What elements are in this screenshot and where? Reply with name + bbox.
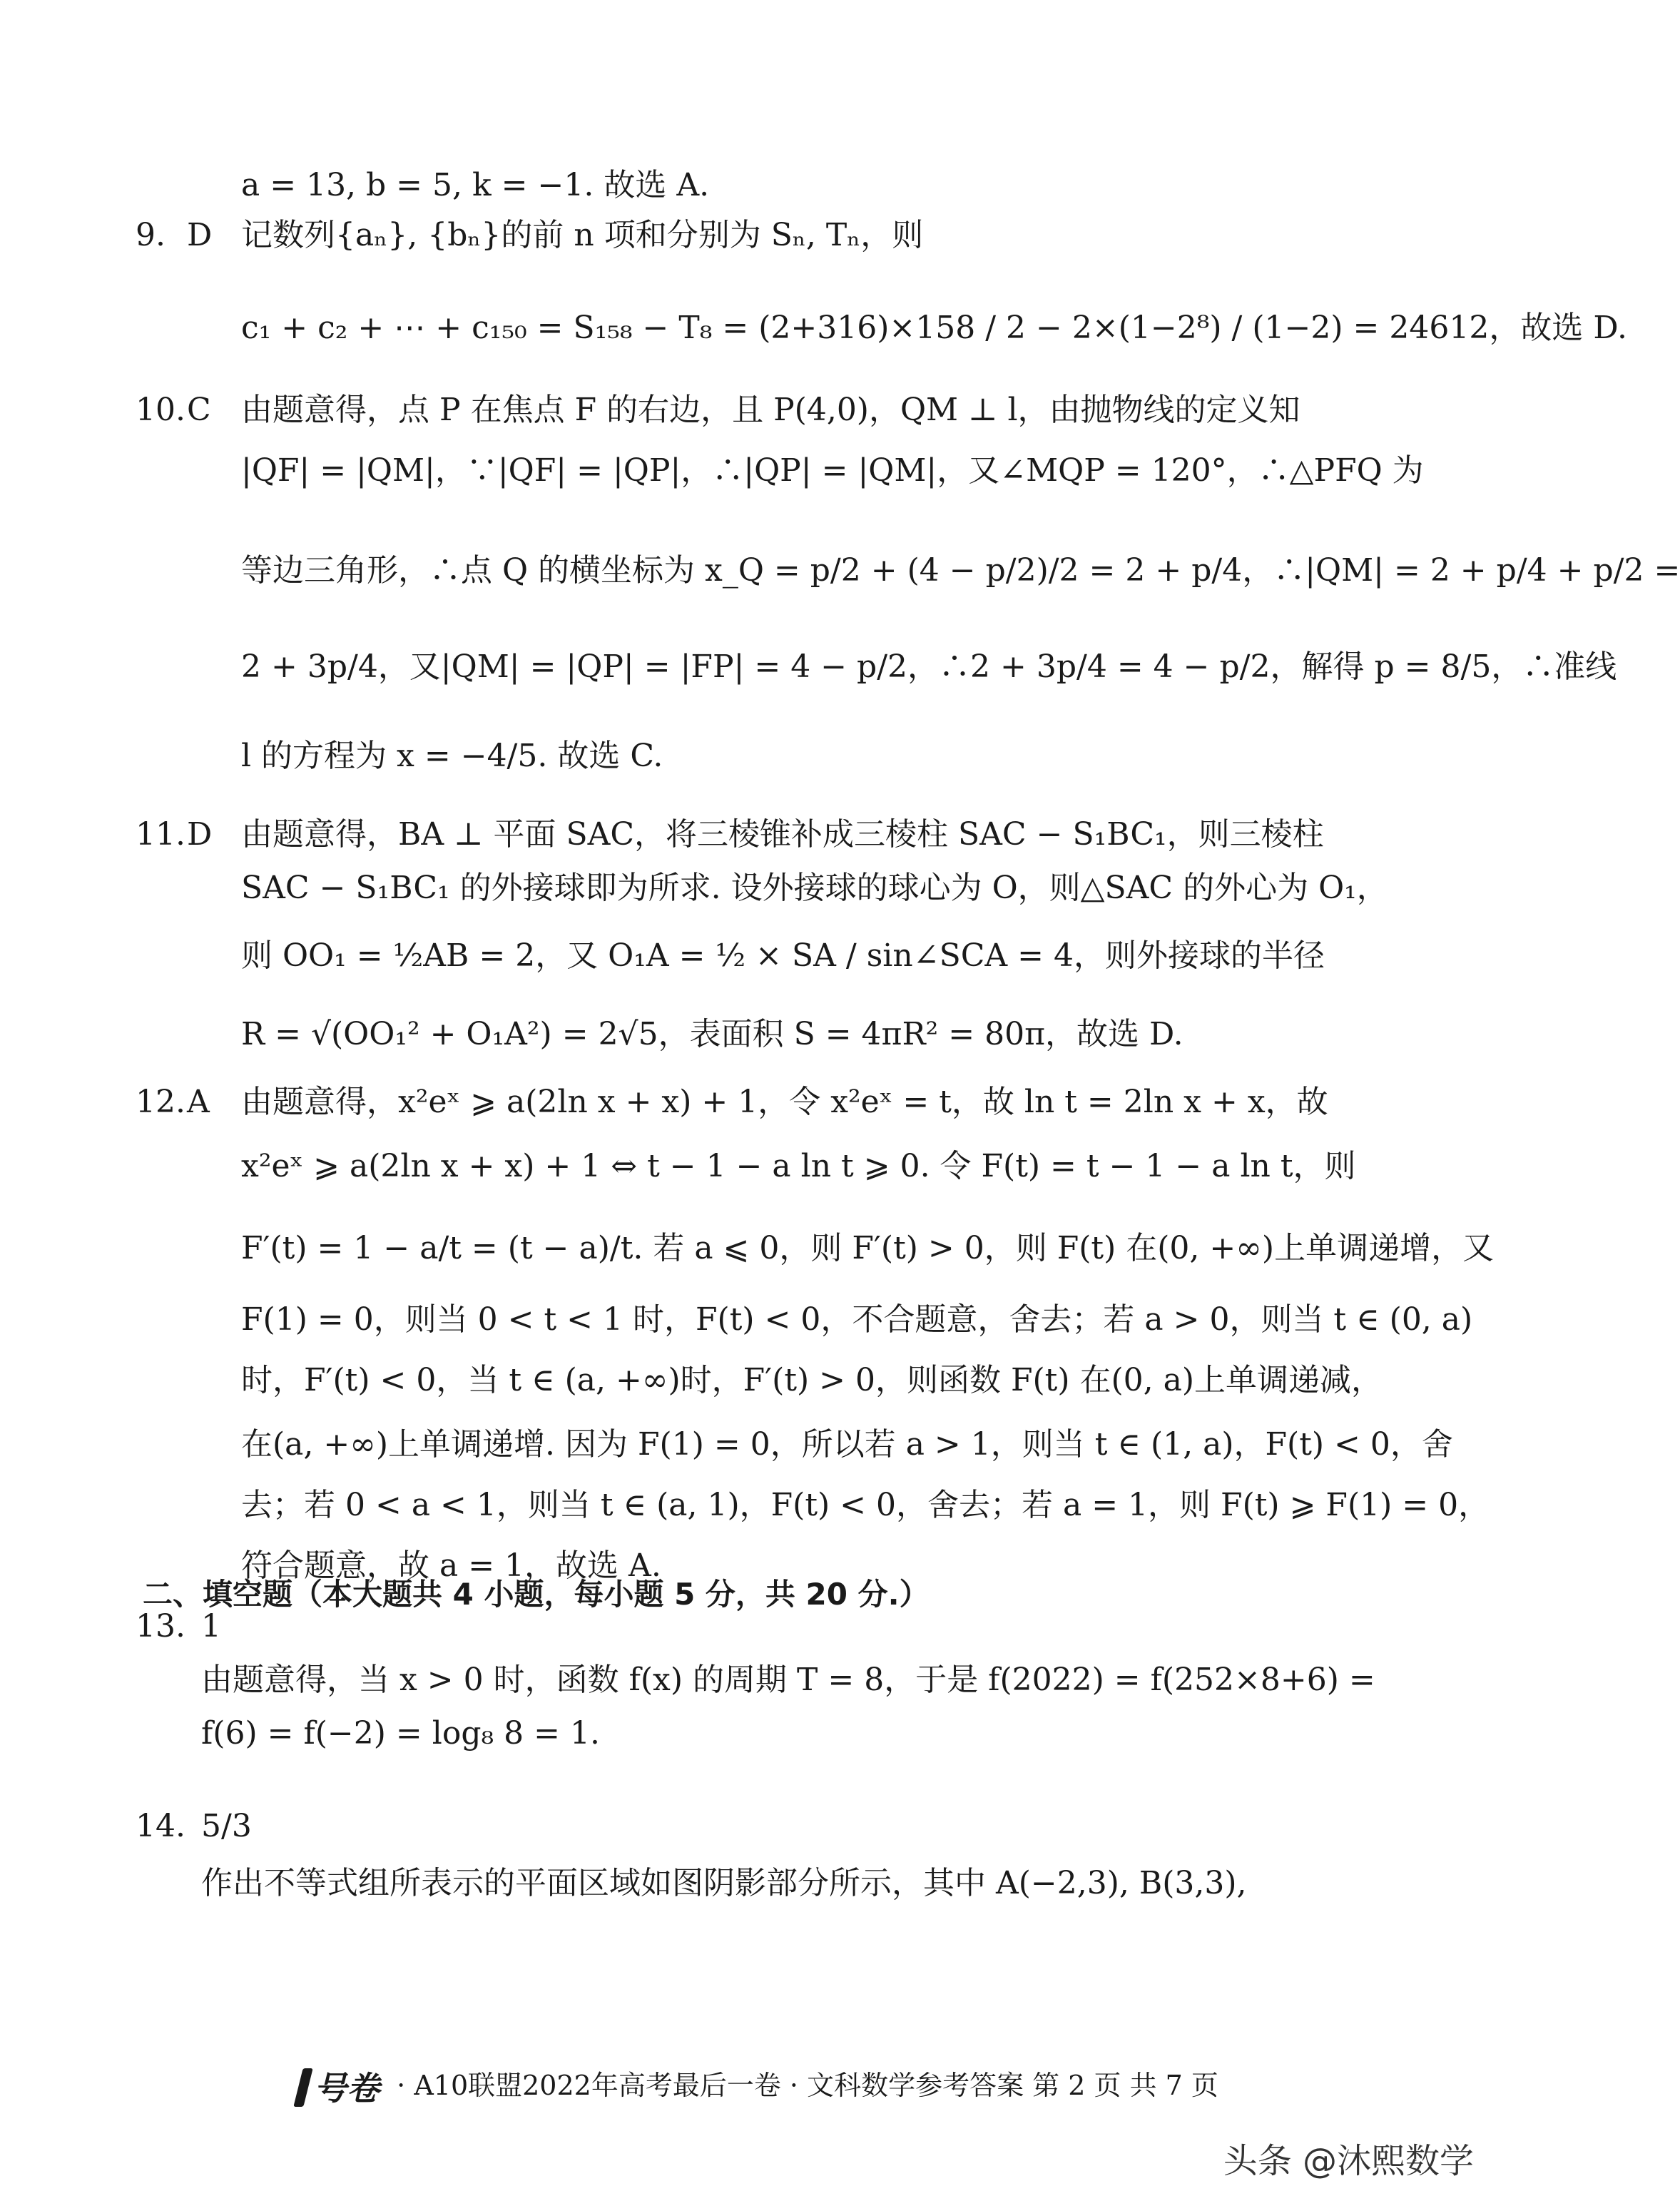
question-number: 12.: [136, 1084, 185, 1120]
footer-text: · A10联盟2022年高考最后一卷 · 文科数学参考答案 第 2 页 共 7 页: [397, 2070, 1218, 2101]
answer-page: a = 13, b = 5, k = −1. 故选 A. 9. D 记数列{aₙ}, {bₙ}的前 n 项和分别为 Sₙ, Tₙ，则 c₁ + c₂ + ⋯ + c₁₅₀ = S₁₅₈ − T₈ = (2+316)×158 / 2 − 2×(1−2⁸) / (1−2) = 24612，故选 D. 10. C 由题意得，点 P 在焦点 F 的右边，且 P(4,0)，QM ⊥ l，由抛物线的定义知 |QF| = |QM|，∵|QF| = |QP|，∴|QP| = |QM|，又∠MQP = 120°，∴△PFQ 为 等边三角形，∴点 Q 的横坐标为 x_Q = p/2 + (4 − p/2)/2 = 2 + p/4，∴|QM| = 2 + p/4 + p/2 = 2 + 3p/4，又|QM| = |QP| = |FP| = 4 − p/2，∴2 + 3p/4 = 4 − p/2，解得 p = 8/5，∴准线 l 的方程为 x = −4/5. 故选 C. 11. D 由题意得，BA ⊥ 平面 SAC，将三棱锥补成三棱柱 SAC − S₁BC₁，则三棱柱 SAC − S₁BC₁ 的外接球即为所求. 设外接球的球心为 O，则△SAC 的外心为 O₁， 则 OO₁ = ½AB = 2，又 O₁A = ½ × SA / sin∠SCA = 4，则外接球的半径 R = √(OO₁² + O₁A²) = 2√5，表面积 S = 4πR² = 80π，故选 D. 12. A 由题意得，x²eˣ ⩾ a(2ln x + x) + 1，令 x²eˣ = t，故 ln t = 2ln x + x，故 x²eˣ ⩾ a(2ln x + x) + 1 ⇔ t − 1 − a ln t ⩾ 0. 令 F(t) = t − 1 − a ln t，则 F′(t) = 1 − a/t = (t − a)/t. 若 a ⩽ 0，则 F′(t) > 0，则 F(t) 在(0, +∞)上单调递增，又 F(1) = 0，则当 0 < t < 1 时，F(t) < 0，不合题意，舍去；若 a > 0，则当 t ∈ (0, a) 时，F′(t) < 0，当 t ∈ (a, +∞)时，F′(t) > 0，则函数 F(t) 在(0, a)上单调递减， 在(a, +∞)上单调递增. 因为 F(1) = 0，所以若 a > 1，则当 t ∈ (1, a)，F(t) < 0，舍 去；若 0 < a < 1，则当 t ∈ (a, 1)，F(t) < 0，舍去；若 a = 1，则 F(t) ⩾ F(1) = 0， 符合题意，故 a = 1，故选 A. 二、填空题（本大题共 4 小题，每小题 5 分，共 20 分.） 13. 1 由题意得，当 x > 0 时，函数 f(x) 的周期 T = 8，于是 f(2022) = f(252×8+6) = f(6) = f(−2) = log₈ 8 = 1. 14. 5/3 作出不等式组所表示的平面区域如图阴影部分所示，其中 A(−2,3), B(3,3), 号卷 · A10联盟2022年高考最后一卷 · 文科数学参考答案 第 2 页 共 7 页 头条 @沐熙数学: [0, 0, 1517, 2191]
question-number: 9.: [136, 217, 166, 253]
answer-choice: C: [187, 392, 211, 428]
answer-value: 1: [201, 1608, 221, 1644]
section-heading: 二、填空题（本大题共 4 小题，每小题 5 分，共 20 分.）: [143, 1577, 930, 1612]
question-number: 10.: [136, 392, 185, 428]
watermark: 头条 @沐熙数学: [1223, 2141, 1474, 2181]
question-number: 13.: [136, 1608, 185, 1644]
page-footer: [0, 2065, 1517, 2108]
question-number: 14.: [136, 1808, 185, 1844]
answer-value: 5/3: [201, 1808, 252, 1844]
brand-logo: 号卷: [298, 2068, 380, 2108]
answer-choice: A: [187, 1084, 210, 1120]
question-number: 11.: [136, 816, 185, 853]
answer-choice: D: [187, 816, 213, 853]
answer-choice: D: [187, 217, 213, 253]
